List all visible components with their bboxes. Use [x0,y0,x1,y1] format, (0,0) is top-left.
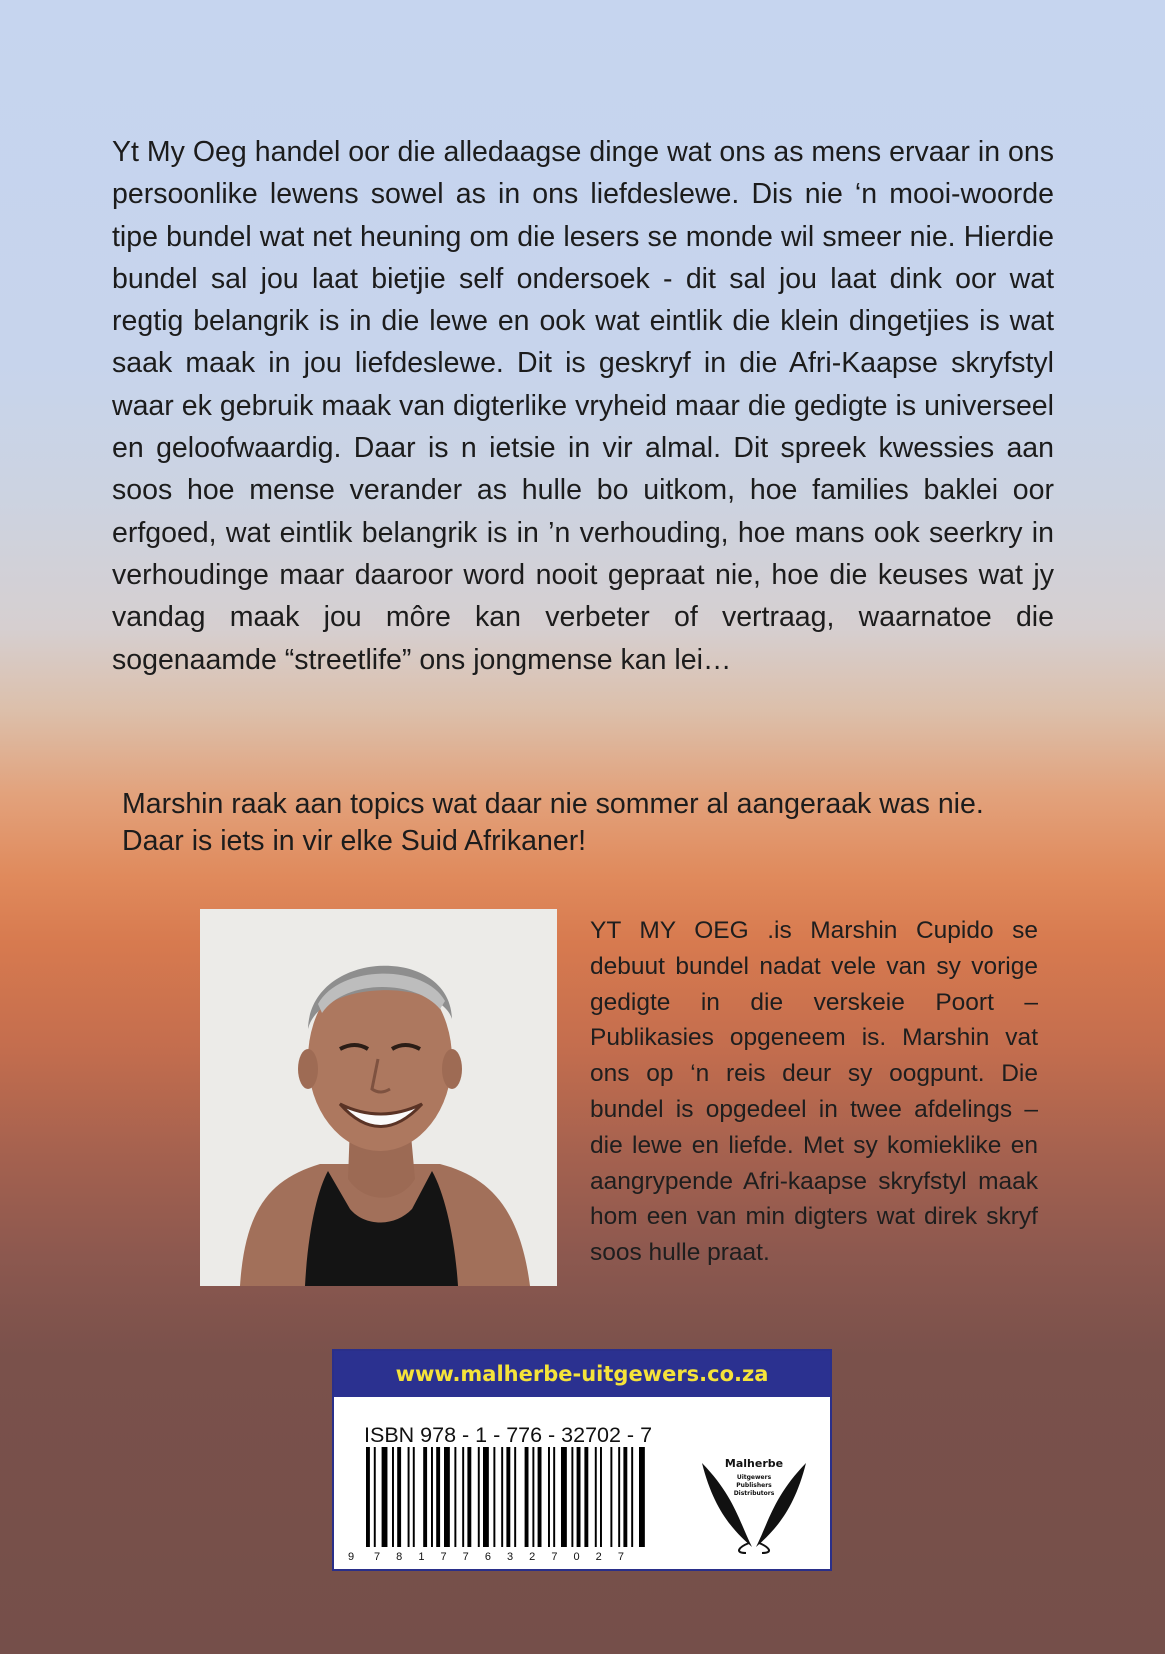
barcode-bar [514,1447,516,1547]
barcode-bar [493,1447,495,1547]
barcode-bar [553,1447,555,1547]
barcode-bar [506,1447,510,1547]
barcode-bar [467,1447,471,1547]
barcode-bar [423,1447,427,1547]
barcode-bar [584,1447,588,1547]
tagline-line-2: Daar is iets in vir elke Suid Afrikaner! [122,825,587,857]
barcode-bar [478,1447,480,1547]
barcode-icon [344,1447,654,1565]
author-bio: YT MY OEG .is Marshin Cupido se debuut bundel nadat vele van sy vorige gedigte in die verskeie Poort – Publikasies opgeneem is. Marshin vat ons op ‘n reis deur sy oogpunt. Die bundel is opgedeel in twee afdelings – die lewe en liefde. Met sy komieklike en aangrypende Afri-kaapse skryfstyl maak hom een van min digters wat direk skryf soos hulle praat. [590,917,1038,1267]
barcode-digit: 1 [418,1551,425,1563]
barcode-digit: 7 [462,1551,469,1563]
barcode-bar [561,1447,567,1547]
barcode-bar [639,1447,645,1547]
barcode-bar [571,1447,573,1547]
barcode-bar [631,1447,633,1547]
barcode-bar [431,1447,433,1547]
tagline [122,786,1082,860]
barcode-bar [374,1447,376,1547]
barcode-bar [444,1447,450,1547]
barcode-digit: 7 [440,1551,447,1563]
barcode-bar [382,1447,388,1547]
barcode-bar [532,1447,534,1547]
barcode-digit: 8 [396,1551,403,1563]
barcode-bar [392,1447,394,1547]
barcode-digit: 0 [573,1551,580,1563]
barcode-bar [618,1447,620,1547]
logo-name: Malherbe [724,1457,784,1470]
barcode-bar [454,1447,456,1547]
barcode-digit: 9 [348,1551,355,1563]
barcode-bar [595,1447,597,1547]
isbn-number: ISBN 978 - 1 - 776 - 32702 - 7 [364,1423,653,1447]
malherbe-quill-logo-icon [694,1451,814,1555]
barcode-bar [413,1447,415,1547]
barcode-bar [436,1447,440,1547]
barcode-bar [610,1447,612,1547]
barcode-digit: 7 [551,1551,558,1563]
barcode-bar [366,1447,370,1547]
barcode-bar [397,1447,401,1547]
barcode-bar [525,1447,529,1547]
publisher-website-banner [334,1351,830,1397]
barcode-digit: 6 [484,1551,491,1563]
back-cover-description: Yt My Oeg handel oor die alledaagse dinge wat ons as mens ervaar in ons persoonlike lewens sowel as in ons liefdeslewe. Dis nie ‘n mooi-woorde tipe bundel wat net heuning om die lesers se monde wil smeer nie. Hierdie bundel sal jou laat bietjie self ondersoek - dit sal jou laat dink oor wat regtig belangrik is in die lewe en ook wat eintlik die klein dingetjies is wat saak maak in jou liefdeslewe. Dit is geskryf in die Afri-Kaapse skryfstyl waar ek gebruik maak van digterlike vryheid maar die gedigte is universeel en geloofwaardig. Daar is n ietsie in vir almal. Dit spreek kwessies aan soos hoe mense verander as hulle bo uitkom, hoe families baklei oor erfgoed, wat eintlik belangrik is in ’n verhouding, hoe mans ook seerkry in verhoudinge maar daaroor word nooit gepraat nie, hoe die keuses wat jy vandag maak jou môre kan verbeter of vertraag, waarnatoe die sogenaamde “streetlife” ons jongmense kan lei… [112,136,1054,676]
barcode-bar [408,1447,410,1547]
barcode-digit: 2 [595,1551,602,1563]
barcode-bar [623,1447,627,1547]
barcode-digit: 2 [529,1551,536,1563]
barcode-bar [538,1447,542,1547]
barcode-bar [548,1447,550,1547]
logo-sub-2: Publishers [736,1482,772,1489]
author-photo [200,909,557,1286]
logo-sub-1: Uitgewers [736,1474,772,1481]
barcode-digit: 3 [507,1551,514,1563]
author-portrait-icon [200,909,557,1286]
logo-sub-3: Distributors [733,1490,775,1497]
publisher-website-link[interactable]: www.malherbe-uitgewers.co.za [395,1362,769,1386]
tagline-line-1: Marshin raak aan topics wat daar nie sommer al aangeraak was nie. [122,788,984,820]
barcode-bar [501,1447,503,1547]
barcode-bar [577,1447,581,1547]
publisher-label [332,1349,832,1571]
barcode-bar [462,1447,464,1547]
barcode-bar [600,1447,602,1547]
barcode-digit: 7 [374,1551,381,1563]
barcode-bar [483,1447,489,1547]
barcode-digit: 7 [617,1551,624,1563]
